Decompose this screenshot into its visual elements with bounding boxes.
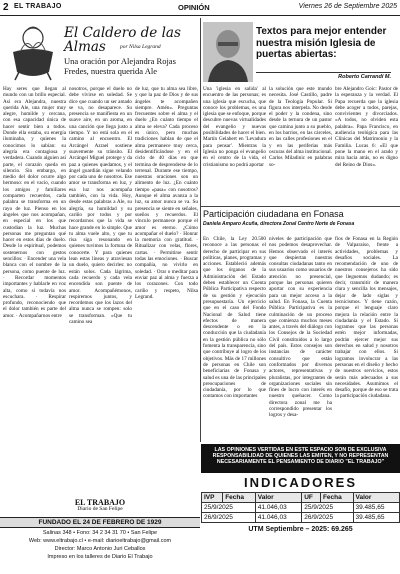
masthead-address: Salinas 348 • Fono: 34 2 34 31 70 • San Felipe — [42, 530, 158, 536]
uf-label: UF — [302, 493, 321, 503]
opinion-col-2: la solución que este mundo necesita. José Castillo, padre de la Teología Popular. Si figura nos interpela. No desde el poder y la condena, sino desde la ternura de un pastor que camina junto a su pueblo, en los barrios, en las cárceles, en las calles profesiones en el y en las periferias más oscuras del alma institucional. Carlos Miladinic en palabras so- — [269, 86, 332, 168]
column-author: por Nilsa Legrand — [120, 44, 161, 50]
masthead-printer: Impreso en los talleres de Diario El Trabajo — [47, 554, 153, 560]
ivp-fecha-header: Fecha — [223, 493, 256, 503]
uf-value: 39.485,65 — [353, 503, 399, 513]
opinion-col-1: Una 'iglesia en salida' al encuentro de las personas; es una iglesia que escucha, que conoce los problemas, es una iglesia que se enfoque, porque descubre nuevas virtualidades del evangelio y nuevas posibilidades de hacer el bien. Martín Gelabert en 'Levadura para pensar'. Mientras la Iglesia no ponga el evangelio en el centro de la vida, el cristianismo no podrá aportar — [203, 86, 266, 168]
uf-date-2: 26/9/2025 — [302, 513, 353, 523]
column-subtitle: Una oración por Alejandra Rojas Fredes, nuestra querida Ale — [64, 56, 176, 76]
column-divider — [200, 18, 201, 442]
feature-headline: Participación ciudadana en Fonasa — [203, 209, 344, 219]
masthead-director: Director: Marco Antonio Juri Ceballos — [54, 546, 146, 552]
uf-value-2: 39.485,65 — [353, 513, 399, 523]
indicators-table — [201, 492, 400, 523]
cauldron-illustration-icon — [3, 20, 63, 82]
opinion-byline: Roberto Carrandí M. — [256, 72, 391, 80]
ivp-label: IVP — [202, 493, 223, 503]
ivp-date-2: 26/9/2025 — [202, 513, 256, 523]
footer-logo-tagline: Diario de San Felipe — [77, 506, 123, 512]
issue-date: Viernes 26 de Septiembre 2025 — [298, 3, 397, 10]
page-number: 2 — [3, 2, 9, 13]
feature-col-3: fíos de Fonasa en la Región de Valparaíso, frente a actividades, problemas y desafíos sociales. La recomendación de uno de nuestros consejeros ha sido que lleguemos dudando; es decir, transmitir de manera clara y sencilla los mensajes, dejar de lado siglas y tecnicismos. Y tiene razón, porque el lenguaje claro mejora la relación entre la ciudadanía y el Estado. Si logramos que las personas estén mejor informadas, podrán ejercer mejor sus derechos en salud y nosotros trabajar con ellos. Si logramos involucrar a las personas en el diseño y hecho de nuestros servicios, estos serán más adecuados a sus necesidades. Asumimos el desafío, porque de eso se trata la participación ciudadana. — [335, 236, 398, 400]
ivp-value: 41.046,03 — [255, 503, 301, 513]
feature-col-1: En Chile, la Ley 20.500 reconoce a las personas el derecho de participar en sus políticas, planes, programas y acciones. Estableció además que los órganos de la Administración del Estado deben establecer un Cuenta Pública Participativa respecto de su gestión y ejecución presupuestaria. Un ejercicio que en el caso del Fondo Nacional de Salud tiene efectos de manera descendente o en la conducción que la ciudadanía en la gestión pública no sólo fomenta la transparencia, sino que contribuye al logro de los objetivos. Más de 17 millones de personas en Chile son beneficiarias de Fonasa y salud es una de las principales preocupaciones de ciudadanía, por lo que contamos con importantes — [203, 236, 266, 400]
uf-valor-header: Valor — [353, 493, 399, 503]
opinion-headline: Textos para mejor entender nuestra misión Iglesia de puertas abiertas: — [256, 26, 387, 60]
column-title: El Caldero de las Almas — [64, 25, 181, 55]
indicators-title: INDICADORES — [243, 475, 357, 490]
feature-col-2: niveles de participación que nos podemos desaprovechar. Hemos observado el interés que despiertan nuestras consultas ciudadanas tanto en sus usuarios como usuarios de atención no presencial, porque las personas quieren aportar con su experiencia para un mejor acceso a la salud. En Fonasa, la Cuenta Pública Participativa es la culminación de un proceso que comienza muchos meses antes, a través del diálogo con los Consejos de la Sociedad Civil constituidos a lo largo del país. Estos consejos son instancias de carácter consultivo que están conformados por diversos actores, representativas y pluralistas, por integrantes de organizaciones sociales sin fines de lucro con interés en nuestro quehacer. Como directora zonal me ha correspondido presentar los logros y desa- — [269, 236, 332, 419]
footer-logo-name: EL TRABAJO — [74, 498, 126, 507]
ivp-valor-header: Valor — [255, 493, 301, 503]
column-logo — [3, 20, 63, 82]
ivp-date: 25/9/2025 — [202, 503, 256, 513]
left-article-col-2: nosotros, porque el duelo no debe vivirse en soledad. Se dice que cuando un ser amado se va, no desaparece. Su presencia se manifiesta en un suave aire, en un aroma, en una canción que llega justo a tiempo. Y no está sola en el camino al encuentro. El Arcángel Azrael sostiene suavemente su tránsito. El Arcángel Miguel protege y da paz a quienes quedamos, y el ángel guardián sigue velando por cada uno de nosotros. Ese amor se transforma en luz, y esa luz nos acompaña también, con la vida. Hoy, desde estas palabras a Ale, su alegría, su humildad y su cariño por todos y por recordarnos que la vida se hace grande en lo simple. Que tu alma vuele alto, y que tu risa siga resonando en quienes tuvimos la fortuna de conocerte. Y para quienes lean estas líneas y atraviesan un duelo, quiero decirles: no están solos. Cada lágrima, cada recuerdo y cada vela encendida son puente de amor. Acompañémonos, respiremos juntos, y recordemos que los lazos del alma nunca se rompen: solo se transforman. «Que tu camino sea — [69, 86, 132, 325]
newspaper-name: EL TRABAJO — [14, 3, 62, 10]
author-photo — [203, 22, 253, 82]
utm-value: UTM Septiembre – 2025: 69.265 — [248, 526, 353, 533]
disclaimer-box: LAS OPINIONES VERTIDAS EN ESTE ESPACIO SON DE EXCLUSIVA RESPONSABILIDAD DE QUIENES LAS EMITEN, Y NO REPRESENTAN NECESARIAMENTE EL PENSAMIENTO DE DIARIO "EL TRABAJO" — [201, 444, 400, 473]
opinion-col-3: bre Alejandro Goic: Pastor de la esperanza y la verdad. El Papa recuerda que la iglesia debe acoger a todos, parejas, convivientes y divorciados. «A todos, no olviden esta palabra». Papa Francisco, en audiencia teológica para las Clínicas del Matrimonio y la Familia. Lucas 6: «El que pone la mano en el arado y mira hacia atrás, no es digno del Reino de Dios». — [335, 86, 398, 168]
left-article-col-1: Hay seres que llegan al mundo con un brillo especial. Así era Alejandra, nuestra querida Ale, una mujer muy alegre, humilde y cercana, con esa capacidad única de hacer sentir bien a todos. Donde ella estaba, su energía iluminaba, y quienes la conocimos lo sabían: su alegría era contagiosa y verdadera. Cuando alguien así parte, el corazón queda en silencio. Sin embargo, en medio del dolor ocurre algo hermoso: en el vacío, cuando los amigos y familiares comparten recuerdos, cada palabra se transforma en un rayo de luz. Pienso en los ángeles que nos acompañan, en especial en los que custodian la luz. Muchas personas me preguntan qué hacer en estos días de duelo. Desde lo espiritual, podemos sostenernos con gestos sencillos: · Encender una vela blanca con el nombre de la persona, como puente de luz. · Recordar momentos importantes y hablarle en voz alta, como si todavía nos escuchara. · Respirar profundo, reconociendo que el dolor también es parte del amor. · Acompañarnos entre — [3, 86, 66, 319]
section-divider — [201, 206, 400, 207]
uf-fecha-header: Fecha — [320, 493, 353, 503]
uf-date: 25/9/2025 — [302, 503, 353, 513]
masthead-info — [0, 529, 200, 561]
feature-byline: Daniela Amparo Acuña, directora Zonal Centro Norte de Fonasa — [203, 221, 355, 227]
ivp-value-2: 41.046,03 — [255, 513, 301, 523]
section-title: OPINIÓN — [178, 3, 210, 12]
indicators-panel — [201, 474, 400, 574]
founded-banner: FUNDADO EL 24 DE FEBRERO DE 1929 — [0, 517, 200, 528]
masthead-contact: Web: www.eltrabajo.cl • e-mail: diarioeltrabajo@gmail.com — [28, 538, 172, 544]
page-header — [0, 0, 400, 16]
footer-logo — [60, 500, 140, 516]
left-article-col-3: de luz, que tu alma sea libre, y que la paz de Dios y de sus ángeles te acompañen siempre. Amén». Preguntas frecuentes sobre el alma y el duelo ¿En cuánto tiempo el alma se eleva? Cada proceso es único, pero muchas tradiciones hablan de que el alma permanece muy cerca, desidentificándose y en el ciclo de 40 días en que termina de desprenderse de lo terrenal. Durante ese tiempo, nuestras oraciones son un alimento de luz. ¿En cuánto tiempo «pasa» con nosotros? Aunque el alma avanza a la luz, su amor nunca se va. Su presencia se siente en señales, sueños y recuerdos. El vínculo permanece porque el amor es eterno. ¿Cómo acompañar el duelo? · Honrar la memoria con gratitud. · Ritualizar con velas, flores, cartas. · Permitirse sentir todas las emociones. · Buscar compañía, no vivirlo en soledad. · Orar o meditar para enviar paz al alma y fuerza a los corazones. Con todo cariño y respeto, Nilsa Legrand. — [135, 86, 198, 300]
